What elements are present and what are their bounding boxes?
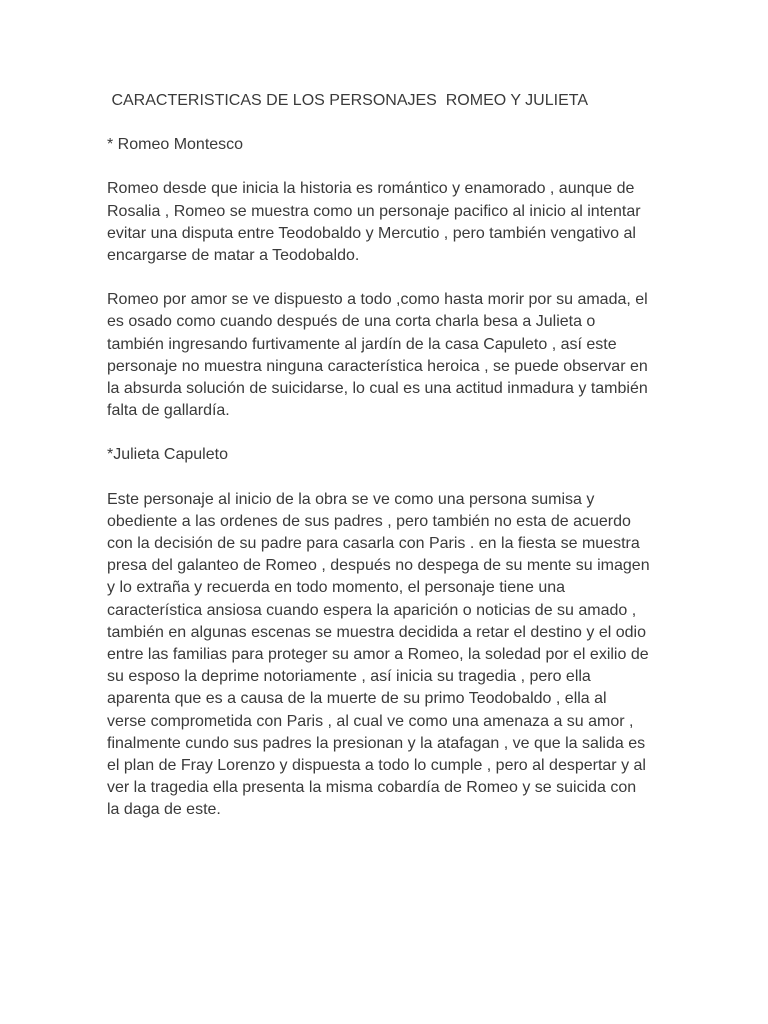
- text-line: Rosalia , Romeo se muestra como un personaje pacifico al inicio al intentar: [107, 202, 641, 220]
- text-line: verse comprometida con Paris , al cual ve como una amenaza a su amor ,: [107, 712, 634, 730]
- text-line: evitar una disputa entre Teodobaldo y Mercutio , pero también vengativo al: [107, 224, 636, 242]
- section-heading-romeo: * Romeo Montesco: [107, 136, 244, 154]
- text-line: presa del galanteo de Romeo , después no despega de su mente su imagen: [107, 557, 650, 575]
- text-line: encargarse de matar a Teodobaldo.: [107, 247, 360, 265]
- text-line: característica ansiosa cuando espera la aparición o noticias de su amado ,: [107, 601, 637, 619]
- text-line: Romeo por amor se ve dispuesto a todo ,como hasta morir por su amada, el: [107, 291, 648, 309]
- text-line: la absurda solución de suicidarse, lo cual es una actitud inmadura y también: [107, 380, 648, 398]
- section-heading-julieta: *Julieta Capuleto: [107, 446, 228, 464]
- text-line: aparenta que es a causa de la muerte de su primo Teodobaldo , ella al: [107, 690, 607, 708]
- text-line: falta de gallardía.: [107, 402, 230, 420]
- text-line: personaje no muestra ninguna característica heroica , se puede observar en: [107, 357, 648, 375]
- text-line: ver la tragedia ella presenta la misma cobardía de Romeo y se suicida con: [107, 779, 637, 797]
- text-line: también en algunas escenas se muestra decidida a retar el destino y el odio: [107, 623, 646, 641]
- text-line: la daga de este.: [107, 801, 221, 819]
- text-line: su esposo la deprime notoriamente , así inicia su tragedia , pero ella: [107, 668, 591, 686]
- text-line: finalmente cundo sus padres la presionan y la atafagan , ve que la salida es: [107, 734, 646, 752]
- text-line: y lo extraña y recuerda en todo momento, el personaje tiene una: [107, 579, 566, 597]
- document-title: CARACTERISTICAS DE LOS PERSONAJES ROMEO Y JULIETA: [107, 92, 588, 109]
- text-line: entre las familias para proteger su amor a Romeo, la soledad por el exilio de: [107, 646, 649, 664]
- text-line: también ingresando furtivamente al jardín de la casa Capuleto , así este: [107, 335, 617, 353]
- paragraph-romeo-2: [107, 289, 667, 422]
- text-line: es osado como cuando después de una corta charla besa a Julieta o: [107, 313, 596, 331]
- text-line: Romeo desde que inicia la historia es romántico y enamorado , aunque de: [107, 180, 635, 198]
- paragraph-julieta-1: [107, 489, 667, 822]
- text-line: el plan de Fray Lorenzo y dispuesta a todo lo cumple , pero al despertar y al: [107, 757, 646, 775]
- text-line: obediente a las ordenes de sus padres , pero también no esta de acuerdo: [107, 512, 631, 530]
- text-line: Este personaje al inicio de la obra se ve como una persona sumisa y: [107, 490, 595, 508]
- document-page: [107, 90, 667, 844]
- text-line: con la decisión de su padre para casarla con Paris . en la fiesta se muestra: [107, 535, 640, 553]
- paragraph-romeo-1: [107, 178, 667, 267]
